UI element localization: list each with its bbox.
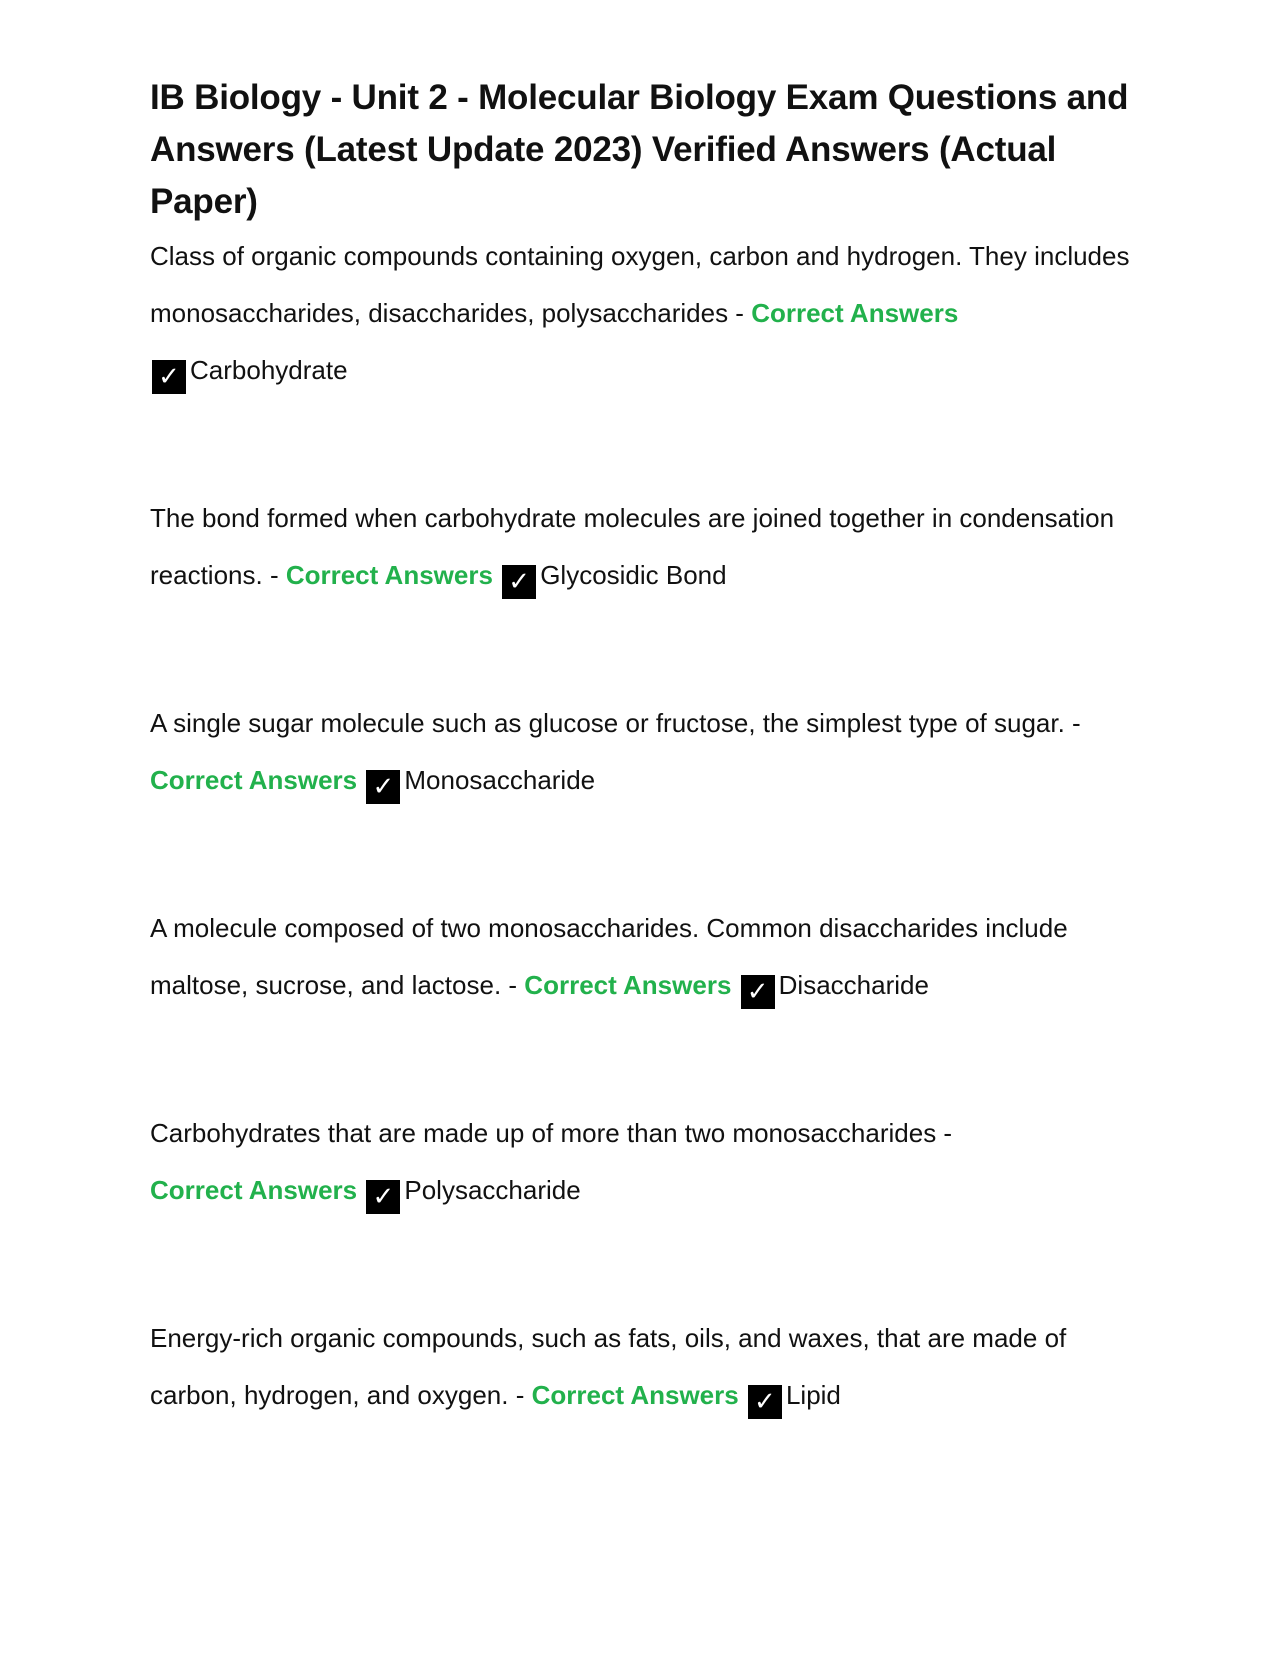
correct-answers-label: Correct Answers (524, 970, 732, 1000)
check-box-icon: ✓ (366, 1180, 400, 1214)
qa-item-glycosidic-bond (150, 490, 1140, 604)
answer-text: Glycosidic Bond (540, 560, 727, 590)
qa-item-polysaccharide (150, 1105, 1140, 1219)
document-page (150, 72, 1140, 1424)
question-text: Energy-rich organic compounds, such as fats, oils, and waxes, that are made of carbon, hydrogen, and oxygen. - (150, 1323, 1067, 1410)
qa-item-carbohydrate (150, 228, 1140, 399)
check-box-icon: ✓ (502, 565, 536, 599)
question-text: The bond formed when carbohydrate molecules are joined together in condensation reactions. - (150, 503, 1115, 590)
document-title: IB Biology - Unit 2 - Molecular Biology Exam Questions and Answers (Latest Update 2023) Verified Answers (Actual Paper) (150, 78, 1129, 221)
correct-answers-label: Correct Answers (531, 1380, 739, 1410)
correct-answers-label: Correct Answers (150, 765, 358, 795)
check-box-icon: ✓ (748, 1385, 782, 1419)
question-text: Carbohydrates that are made up of more than two monosaccharides - (150, 1118, 953, 1148)
answer-text: Disaccharide (778, 970, 929, 1000)
answer-text: Polysaccharide (404, 1175, 581, 1205)
answer-text: Monosaccharide (404, 765, 596, 795)
qa-item-monosaccharide (150, 695, 1140, 809)
qa-item-lipid (150, 1310, 1140, 1424)
question-text: Class of organic compounds containing oxygen, carbon and hydrogen. They includes monosaccharides, disaccharides, polysaccharides - (150, 241, 1130, 328)
answer-text: Carbohydrate (190, 355, 348, 385)
answer-text: Lipid (785, 1380, 841, 1410)
correct-answers-label: Correct Answers (751, 298, 959, 328)
check-box-icon: ✓ (741, 975, 775, 1009)
correct-answers-label: Correct Answers (285, 560, 493, 590)
correct-answers-label: Correct Answers (150, 1175, 358, 1205)
check-box-icon: ✓ (366, 770, 400, 804)
question-text: A molecule composed of two monosaccharides. Common disaccharides include maltose, sucrose, and lactose. - (150, 913, 1068, 1000)
qa-item-disaccharide (150, 900, 1140, 1014)
check-box-icon: ✓ (152, 360, 186, 394)
question-text: A single sugar molecule such as glucose or fructose, the simplest type of sugar. - (150, 708, 1081, 738)
